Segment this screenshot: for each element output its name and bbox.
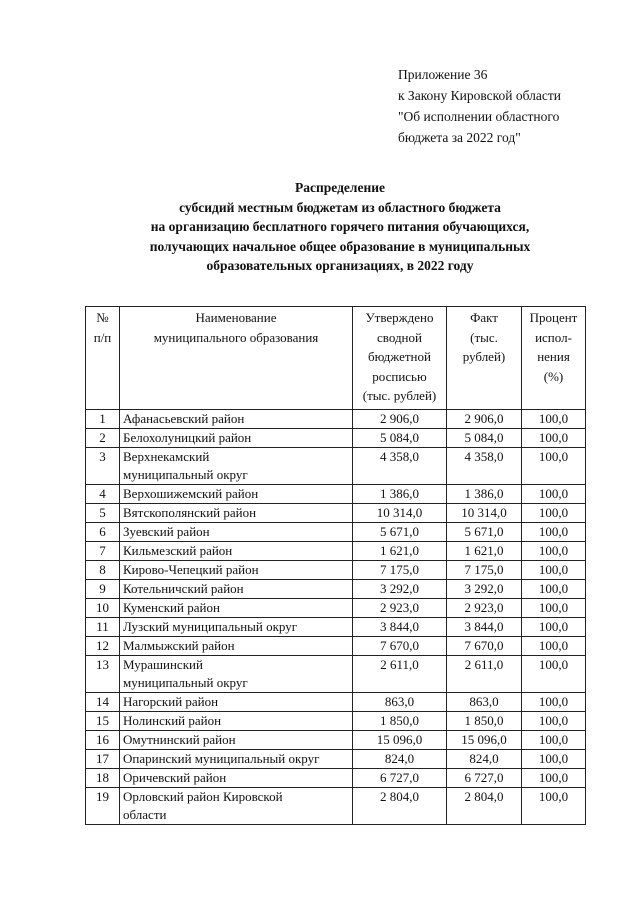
- row-municipality: [120, 485, 353, 504]
- heading-line: субсидий местным бюджетам из областного бюджета: [179, 199, 501, 215]
- row-percent: 100,0: [522, 618, 586, 637]
- row-approved: 10 314,0: [353, 504, 447, 523]
- header-percent: Процент испол- нения (%): [522, 307, 586, 410]
- row-percent: 100,0: [522, 637, 586, 656]
- table-row: [86, 580, 586, 599]
- row-number: 12: [86, 637, 120, 656]
- row-fact: 1 386,0: [447, 485, 522, 504]
- row-approved: 2 804,0: [353, 788, 447, 825]
- row-municipality: [120, 561, 353, 580]
- row-approved: 15 096,0: [353, 731, 447, 750]
- appendix-line: бюджета за 2022 год": [398, 130, 521, 145]
- table-row: [86, 656, 586, 693]
- table-row: [86, 599, 586, 618]
- row-fact: 824,0: [447, 750, 522, 769]
- row-municipality: [120, 769, 353, 788]
- table-row: [86, 448, 586, 485]
- municipality-name-line: Лузский муниципальный округ: [123, 619, 298, 634]
- appendix-line: Приложение 36: [398, 67, 488, 82]
- row-municipality: [120, 788, 353, 825]
- row-percent: 100,0: [522, 523, 586, 542]
- municipality-name-line: Котельничский район: [123, 581, 244, 596]
- row-fact: 7 175,0: [447, 561, 522, 580]
- row-number: 2: [86, 429, 120, 448]
- municipality-name-line: Опаринский муниципальный округ: [123, 751, 320, 766]
- row-percent: 100,0: [522, 448, 586, 485]
- municipality-name-line: Белохолуницкий район: [123, 430, 252, 445]
- row-number: 16: [86, 731, 120, 750]
- row-fact: 2 611,0: [447, 656, 522, 693]
- row-percent: 100,0: [522, 788, 586, 825]
- row-municipality: [120, 542, 353, 561]
- row-percent: 100,0: [522, 750, 586, 769]
- row-municipality: [120, 580, 353, 599]
- municipality-name-line: Орловский район Кировской: [123, 789, 283, 804]
- row-approved: 2 611,0: [353, 656, 447, 693]
- municipality-name-line: Нолинский район: [123, 713, 222, 728]
- row-percent: 100,0: [522, 410, 586, 429]
- table-row: [86, 618, 586, 637]
- row-number: 15: [86, 712, 120, 731]
- table-row: [86, 410, 586, 429]
- row-municipality: [120, 429, 353, 448]
- row-percent: 100,0: [522, 656, 586, 693]
- municipality-name-line: муниципальный округ: [123, 467, 248, 482]
- row-number: 1: [86, 410, 120, 429]
- row-number: 4: [86, 485, 120, 504]
- row-number: 8: [86, 561, 120, 580]
- document-heading: [80, 178, 600, 276]
- row-percent: 100,0: [522, 599, 586, 618]
- table-row: [86, 429, 586, 448]
- row-approved: 5 084,0: [353, 429, 447, 448]
- table-row: [86, 712, 586, 731]
- row-number: 6: [86, 523, 120, 542]
- municipality-name-line: Оричевский район: [123, 770, 227, 785]
- municipality-name-line: Куменский район: [123, 600, 220, 615]
- row-fact: 10 314,0: [447, 504, 522, 523]
- row-percent: 100,0: [522, 580, 586, 599]
- header-number: № п/п: [86, 307, 120, 410]
- subsidy-table: [85, 306, 586, 825]
- row-municipality: [120, 712, 353, 731]
- table-row: [86, 750, 586, 769]
- municipality-name-line: Нагорский район: [123, 694, 219, 709]
- row-municipality: [120, 637, 353, 656]
- row-fact: 2 804,0: [447, 788, 522, 825]
- municipality-name-line: Малмыжский район: [123, 638, 235, 653]
- header-municipality: Наименование муниципального образования: [120, 307, 353, 410]
- municipality-name-line: Верхнекамский: [123, 449, 210, 464]
- table-row: [86, 788, 586, 825]
- municipality-name-line: Кирово-Чепецкий район: [123, 562, 259, 577]
- municipality-name-line: Мурашинский: [123, 657, 203, 672]
- row-approved: 824,0: [353, 750, 447, 769]
- row-fact: 4 358,0: [447, 448, 522, 485]
- row-approved: 2 906,0: [353, 410, 447, 429]
- row-approved: 3 292,0: [353, 580, 447, 599]
- municipality-name-line: Зуевский район: [123, 524, 210, 539]
- heading-line: образовательных организациях, в 2022 году: [206, 258, 474, 273]
- row-percent: 100,0: [522, 429, 586, 448]
- row-municipality: [120, 523, 353, 542]
- row-municipality: [120, 410, 353, 429]
- heading-line: Распределение: [294, 180, 386, 195]
- row-number: 13: [86, 656, 120, 693]
- table-body: [86, 410, 586, 825]
- row-municipality: [120, 750, 353, 769]
- row-percent: 100,0: [522, 561, 586, 580]
- header-approved: Утверждено сводной бюджетной росписью (тыс. рублей): [353, 307, 447, 410]
- municipality-name-line: Кильмезский район: [123, 543, 233, 558]
- row-municipality: [120, 504, 353, 523]
- table-row: [86, 504, 586, 523]
- row-approved: 6 727,0: [353, 769, 447, 788]
- appendix-line: к Закону Кировской области: [398, 88, 562, 103]
- row-fact: 1 850,0: [447, 712, 522, 731]
- row-percent: 100,0: [522, 542, 586, 561]
- row-municipality: [120, 693, 353, 712]
- row-approved: 3 844,0: [353, 618, 447, 637]
- municipality-name-line: Омутнинский район: [123, 732, 236, 747]
- row-fact: 5 671,0: [447, 523, 522, 542]
- table-row: [86, 485, 586, 504]
- row-fact: 15 096,0: [447, 731, 522, 750]
- table-row: [86, 731, 586, 750]
- row-approved: 5 671,0: [353, 523, 447, 542]
- row-number: 19: [86, 788, 120, 825]
- row-number: 10: [86, 599, 120, 618]
- table-row: [86, 769, 586, 788]
- row-number: 17: [86, 750, 120, 769]
- row-fact: 2 906,0: [447, 410, 522, 429]
- row-percent: 100,0: [522, 504, 586, 523]
- table-row: [86, 561, 586, 580]
- heading-line: на организацию бесплатного горячего питания обучающихся,: [150, 219, 530, 234]
- row-percent: 100,0: [522, 485, 586, 504]
- appendix-line: "Об исполнении областного: [398, 109, 560, 124]
- row-approved: 863,0: [353, 693, 447, 712]
- municipality-name-line: области: [123, 807, 167, 822]
- table-header-row: [86, 307, 586, 410]
- appendix-note: [398, 64, 628, 148]
- row-number: 14: [86, 693, 120, 712]
- row-municipality: [120, 618, 353, 637]
- table-row: [86, 542, 586, 561]
- row-number: 18: [86, 769, 120, 788]
- row-fact: 3 292,0: [447, 580, 522, 599]
- row-fact: 1 621,0: [447, 542, 522, 561]
- row-number: 7: [86, 542, 120, 561]
- row-number: 9: [86, 580, 120, 599]
- row-municipality: [120, 656, 353, 693]
- row-approved: 7 175,0: [353, 561, 447, 580]
- row-percent: 100,0: [522, 693, 586, 712]
- row-fact: 6 727,0: [447, 769, 522, 788]
- row-fact: 5 084,0: [447, 429, 522, 448]
- row-municipality: [120, 731, 353, 750]
- row-municipality: [120, 599, 353, 618]
- heading-line: получающих начальное общее образование в муниципальных: [149, 238, 531, 254]
- row-number: 3: [86, 448, 120, 485]
- row-approved: 7 670,0: [353, 637, 447, 656]
- municipality-name-line: Верхошижемский район: [123, 486, 259, 501]
- row-number: 5: [86, 504, 120, 523]
- row-approved: 4 358,0: [353, 448, 447, 485]
- row-number: 11: [86, 618, 120, 637]
- row-approved: 2 923,0: [353, 599, 447, 618]
- table-row: [86, 523, 586, 542]
- row-fact: 2 923,0: [447, 599, 522, 618]
- row-municipality: [120, 448, 353, 485]
- municipality-name-line: муниципальный округ: [123, 675, 248, 690]
- row-fact: 3 844,0: [447, 618, 522, 637]
- row-approved: 1 621,0: [353, 542, 447, 561]
- row-approved: 1 386,0: [353, 485, 447, 504]
- municipality-name-line: Афанасьевский район: [123, 411, 245, 426]
- row-fact: 863,0: [447, 693, 522, 712]
- header-fact: Факт (тыс. рублей): [447, 307, 522, 410]
- row-fact: 7 670,0: [447, 637, 522, 656]
- row-approved: 1 850,0: [353, 712, 447, 731]
- table-row: [86, 637, 586, 656]
- municipality-name-line: Вятскополянский район: [123, 505, 257, 520]
- table-row: [86, 693, 586, 712]
- row-percent: 100,0: [522, 769, 586, 788]
- row-percent: 100,0: [522, 712, 586, 731]
- row-percent: 100,0: [522, 731, 586, 750]
